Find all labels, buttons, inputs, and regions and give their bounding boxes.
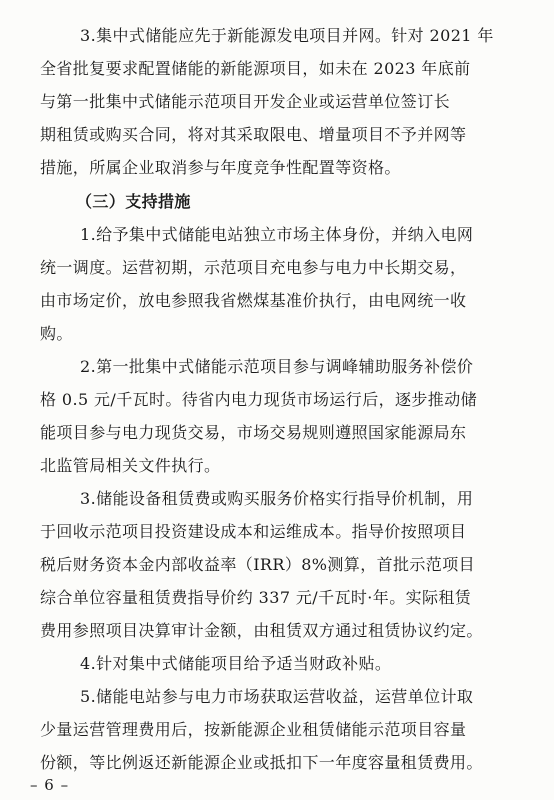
paragraph-line: 3.储能设备租赁费或购买服务价格实行指导价机制，用 [80,489,474,508]
paragraph-line: 3.集中式储能应先于新能源发电项目并网。针对 2021 年 [80,26,494,45]
paragraph-line: 5.储能电站参与电力市场获取运营收益，运营单位计取 [80,687,474,706]
paragraph-line: 费用参照项目决算审计金额，由租赁双方通过租赁协议约定。 [40,621,483,640]
paragraph-line: 与第一批集中式储能示范项目开发企业或运营单位签订长 [40,92,451,111]
paragraph-line: 北监管局相关文件执行。 [40,456,221,475]
paragraph-line: 全省批复要求配置储能的新能源项目，如未在 2023 年底前 [40,59,471,78]
paragraph-line: 税后财务资本金内部收益率（IRR）8%测算，首批示范项目 [40,555,475,574]
section-heading: （三）支持措施 [76,192,191,211]
paragraph-line: 2.第一批集中式储能示范项目参与调峰辅助服务补偿价 [80,357,474,376]
paragraph-line: 于回收示范项目投资建设成本和运维成本。指导价按照项目 [40,522,467,541]
paragraph-line: 统一调度。运营初期，示范项目充电参与电力中长期交易， [40,258,467,277]
paragraph-line: 期租赁或购买合同，将对其采取限电、增量项目不予并网等 [40,125,467,144]
paragraph-line: 综合单位容量租赁费指导价约 337 元/千瓦时·年。实际租赁 [40,588,472,607]
paragraph-line: 由市场定价，放电参照我省燃煤基准价执行，由电网统一收 [40,291,467,310]
paragraph-line: 购。 [40,324,73,343]
page-number: – 6 – [30,776,70,794]
paragraph-line: 格 0.5 元/千瓦时。待省内电力现货市场运行后，逐步推动储 [40,390,478,409]
paragraph-line: 份额，等比例返还新能源企业或抵扣下一年度容量租赁费用。 [40,753,483,772]
paragraph-line: 措施，所属企业取消参与年度竞争性配置等资格。 [40,158,401,177]
paragraph-line: 能项目参与电力现货交易，市场交易规则遵照国家能源局东 [40,423,467,442]
paragraph-line: 4.针对集中式储能项目给予适当财政补贴。 [80,654,392,673]
paragraph-line: 1.给予集中式储能电站独立市场主体身份，并纳入电网 [80,225,474,244]
paragraph-line: 少量运营管理费用后，按新能源企业租赁储能示范项目容量 [40,720,467,739]
